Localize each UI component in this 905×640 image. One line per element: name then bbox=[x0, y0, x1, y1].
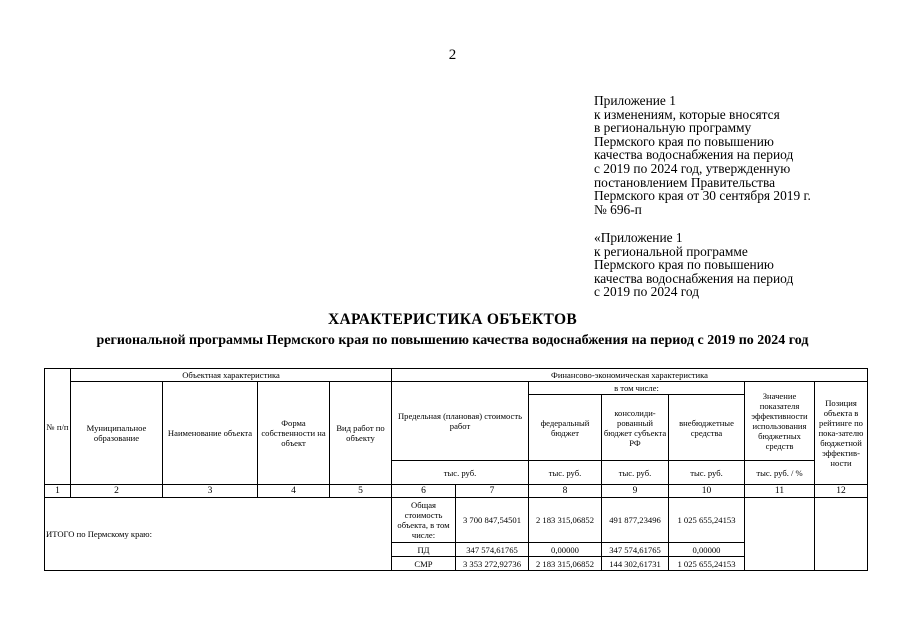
col-number: 12 bbox=[815, 485, 868, 498]
table-cell-cost: 3 353 272,92736 bbox=[456, 557, 529, 571]
unit-efficiency: тыс. руб. / % bbox=[745, 461, 815, 485]
table-cell-federal: 2 183 315,06852 bbox=[529, 498, 602, 543]
annex-line: качества водоснабжения на период bbox=[594, 270, 794, 286]
header-object-name: Наименование объекта bbox=[163, 382, 258, 485]
unit-extrabudget: тыс. руб. bbox=[669, 461, 745, 485]
table-cell-extrabudget: 0,00000 bbox=[669, 543, 745, 557]
annex-amendment-block bbox=[594, 94, 894, 216]
col-number: 8 bbox=[529, 485, 602, 498]
annex-program-block bbox=[594, 231, 894, 299]
annex-line: Пермского края по повышению bbox=[594, 133, 774, 149]
table-cell-consolidated: 491 877,23496 bbox=[602, 498, 669, 543]
header-municipality: Муниципальное образование bbox=[71, 382, 163, 485]
annex-line: качества водоснабжения на период bbox=[594, 147, 794, 163]
unit-cost: тыс. руб. bbox=[392, 461, 529, 485]
header-object-group: Объектная характеристика bbox=[71, 369, 392, 382]
annex-line: в региональную программу bbox=[594, 120, 752, 136]
col-number: 2 bbox=[71, 485, 163, 498]
annex-line: Пермского края от 30 сентября 2019 г. bbox=[594, 188, 811, 204]
table-cell-work-type: Общая стоимость объекта, в том числе: bbox=[392, 498, 456, 543]
col-number: 1 bbox=[45, 485, 71, 498]
table-cell-extrabudget: 1 025 655,24153 bbox=[669, 498, 745, 543]
unit-federal: тыс. руб. bbox=[529, 461, 602, 485]
header-max-cost: Предельная (плановая) стоимость работ bbox=[392, 382, 529, 461]
header-num: № п/п bbox=[45, 369, 71, 485]
annex-line: Приложение 1 bbox=[594, 93, 676, 108]
annex-line: «Приложение 1 bbox=[594, 230, 683, 245]
table-cell-work-type: СМР bbox=[392, 557, 456, 571]
page-number: 2 bbox=[448, 47, 457, 63]
annex-line: с 2019 по 2024 год bbox=[594, 284, 700, 300]
table-cell-consolidated: 347 574,61765 bbox=[602, 543, 669, 557]
table-cell-consolidated: 144 302,61731 bbox=[602, 557, 669, 571]
table-cell-extrabudget: 1 025 655,24153 bbox=[669, 557, 745, 571]
table-cell-rating bbox=[815, 498, 868, 571]
table-cell-work-type: ПД bbox=[392, 543, 456, 557]
col-number: 11 bbox=[745, 485, 815, 498]
table-cell-federal: 2 183 315,06852 bbox=[529, 557, 602, 571]
col-number: 7 bbox=[456, 485, 529, 498]
col-number: 3 bbox=[163, 485, 258, 498]
table-cell-federal: 0,00000 bbox=[529, 543, 602, 557]
col-number: 5 bbox=[330, 485, 392, 498]
annex-line: № 696-п bbox=[594, 201, 642, 217]
col-number: 10 bbox=[669, 485, 745, 498]
header-efficiency: Значение показателя эффективности использования бюджетных средств bbox=[745, 382, 815, 461]
header-consolidated: консолиди-рованный бюджет субъекта РФ bbox=[602, 395, 669, 461]
col-number: 4 bbox=[258, 485, 330, 498]
header-work-type: Вид работ по объекту bbox=[330, 382, 392, 485]
header-federal: федеральный бюджет bbox=[529, 395, 602, 461]
header-rating: Позиция объекта в рейтинге по пока-зателю бюджетной эффектив-ности bbox=[815, 382, 868, 485]
unit-consolidated: тыс. руб. bbox=[602, 461, 669, 485]
header-extrabudget: внебюджетные средства bbox=[669, 395, 745, 461]
header-finance-group: Финансово-экономическая характеристика bbox=[392, 369, 868, 382]
total-label: ИТОГО по Пермскому краю: bbox=[45, 498, 392, 571]
annex-line: к региональной программе bbox=[594, 243, 748, 259]
objects-table bbox=[44, 368, 868, 571]
document-title: ХАРАКТЕРИСТИКА ОБЪЕКТОВ bbox=[328, 311, 577, 328]
annex-line: постановлением Правительства bbox=[594, 174, 776, 190]
header-including: в том числе: bbox=[529, 382, 745, 395]
header-ownership: Форма собственности на объект bbox=[258, 382, 330, 485]
table-cell-cost: 3 700 847,54501 bbox=[456, 498, 529, 543]
annex-line: к изменениям, которые вносятся bbox=[594, 106, 780, 122]
table-cell-cost: 347 574,61765 bbox=[456, 543, 529, 557]
col-number: 6 bbox=[392, 485, 456, 498]
table-cell-efficiency bbox=[745, 498, 815, 571]
annex-line: Пермского края по повышению bbox=[594, 257, 774, 273]
annex-line: с 2019 по 2024 год, утвержденную bbox=[594, 160, 791, 176]
col-number: 9 bbox=[602, 485, 669, 498]
document-subtitle: региональной программы Пермского края по повышению качества водоснабжения на период с 2019 по 2024 год bbox=[96, 333, 809, 348]
